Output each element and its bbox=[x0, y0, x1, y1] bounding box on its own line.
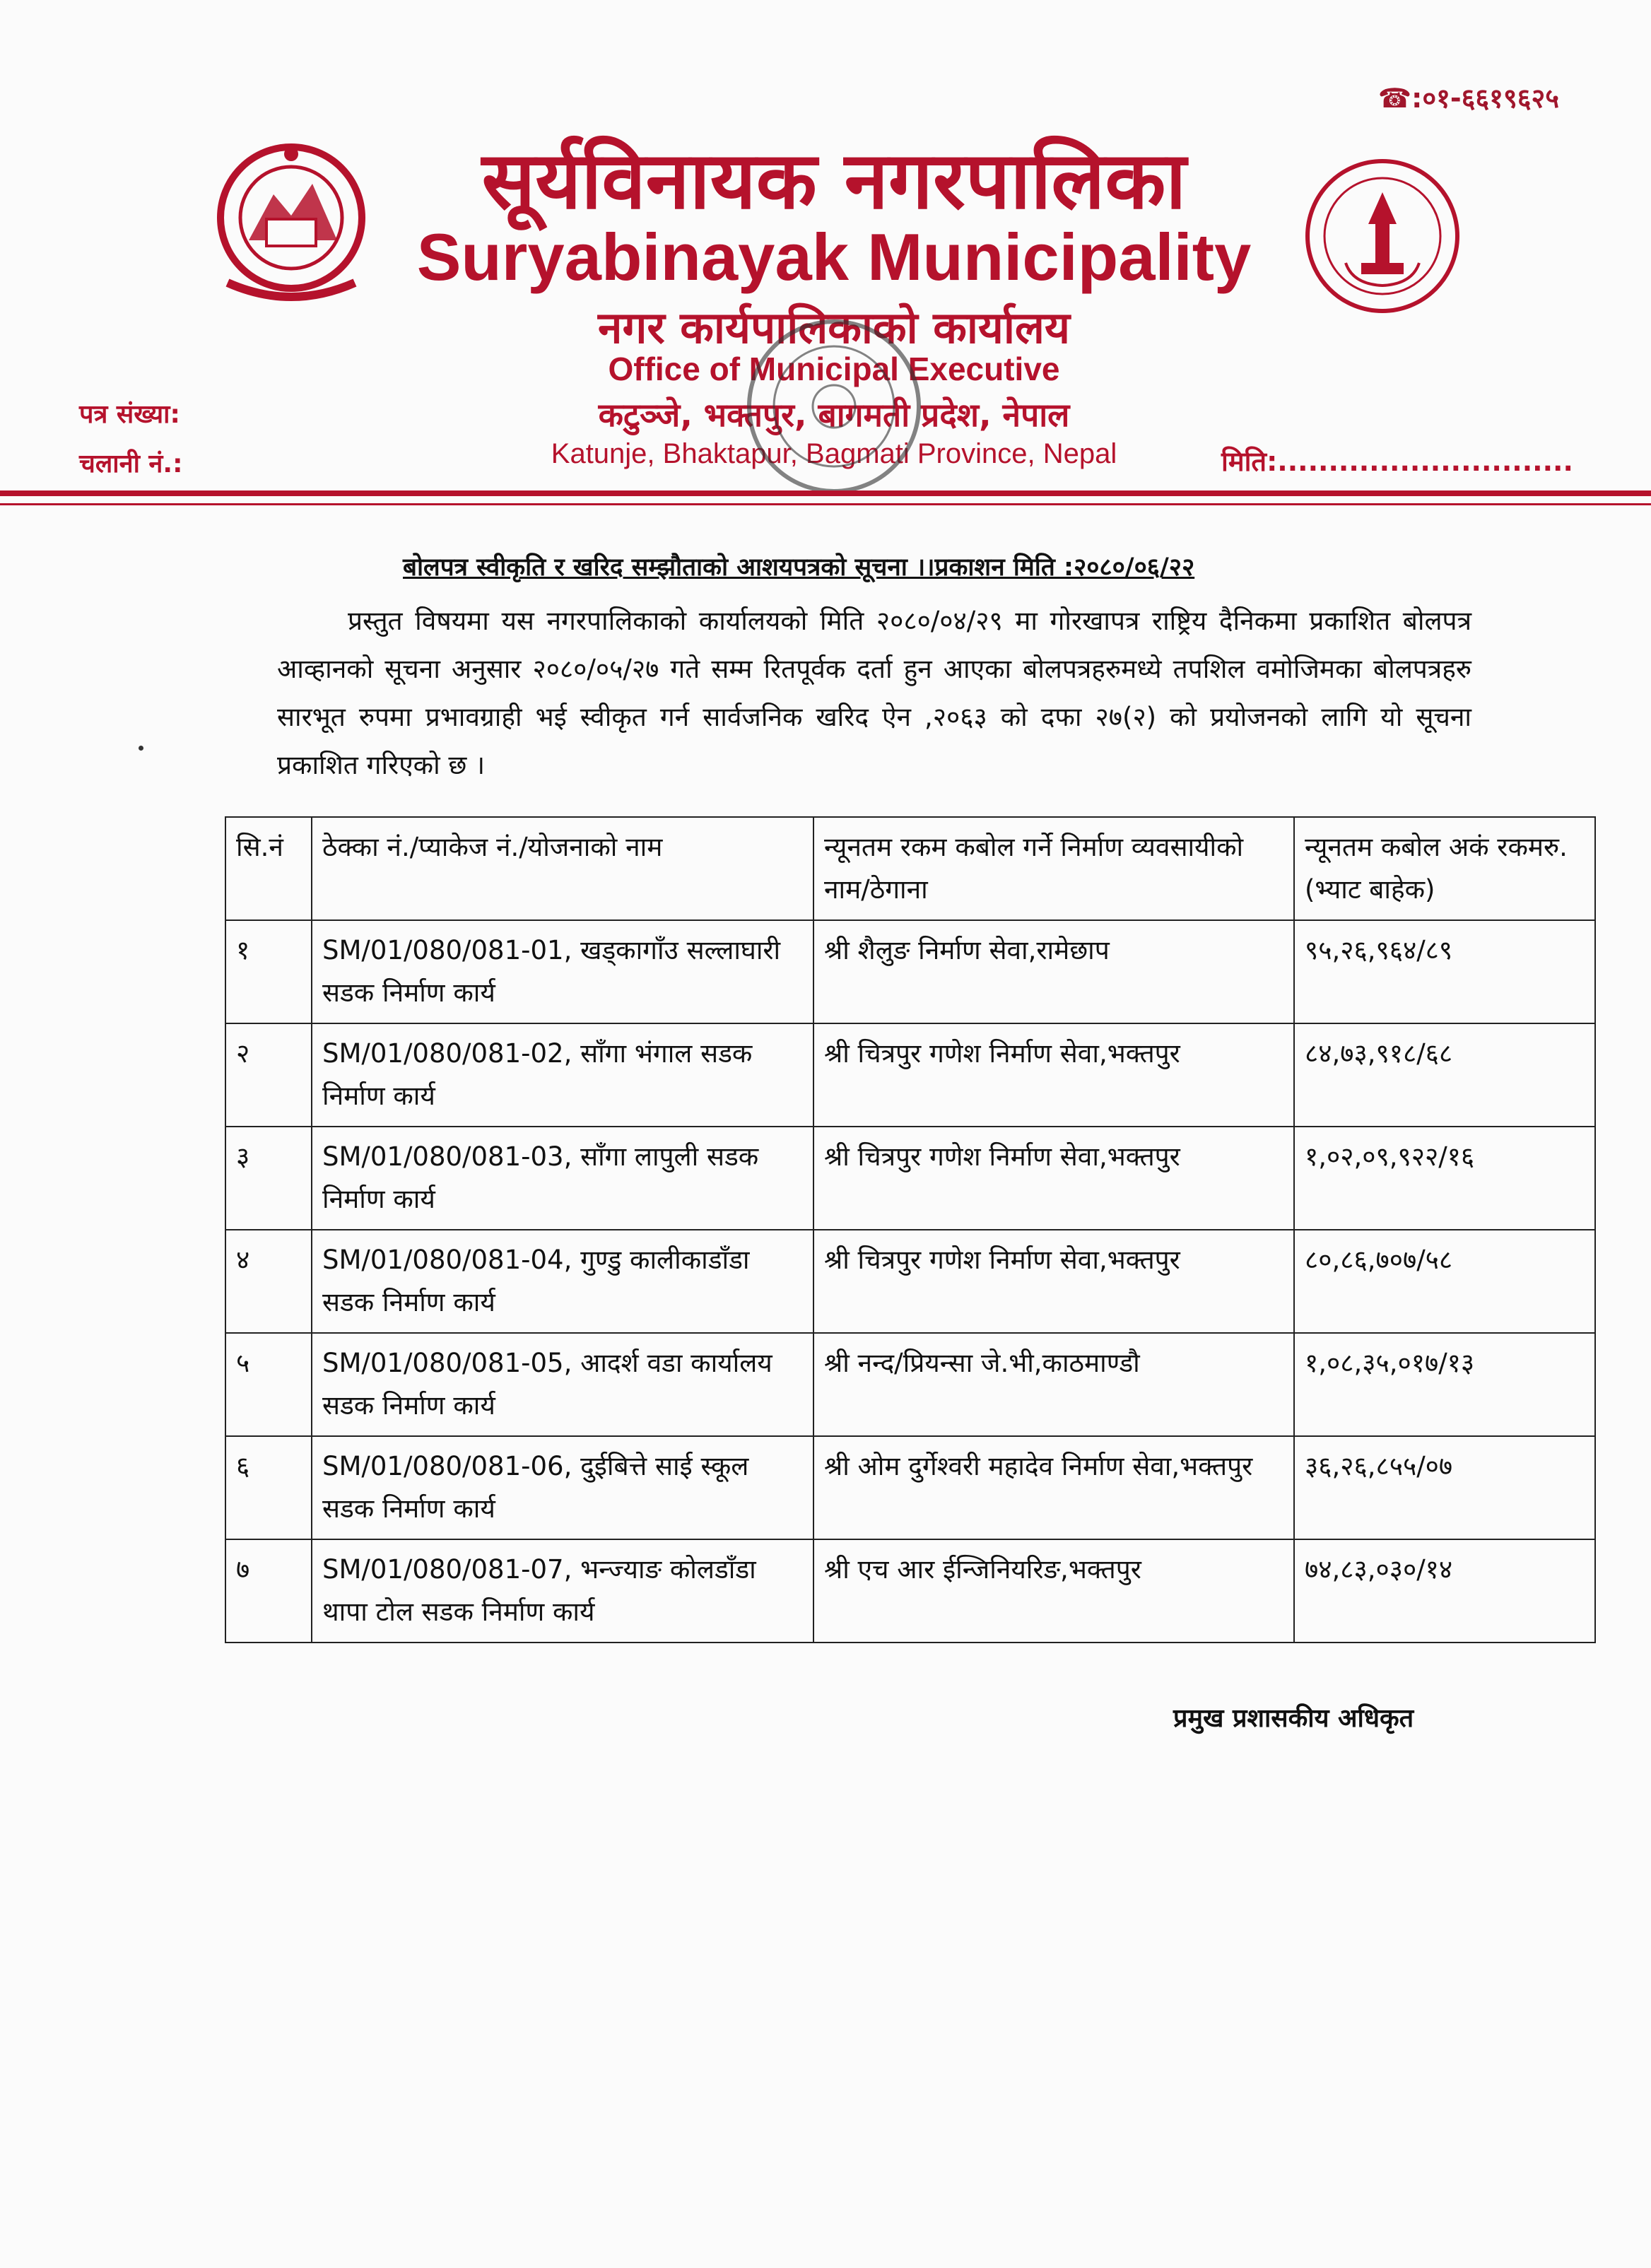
cell-contractor: श्री शैलुङ निर्माण सेवा,रामेछाप bbox=[813, 920, 1294, 1023]
municipality-logo-icon bbox=[1303, 157, 1462, 315]
cell-project: SM/01/080/081-04, गुण्डु कालीकाडाँडा सडक निर्माण कार्य bbox=[312, 1230, 813, 1333]
cell-contractor: श्री एच आर ईन्जिनियरिङ,भक्तपुर bbox=[813, 1539, 1294, 1643]
signatory-title: प्रमुख प्रशासकीय अधिकृत bbox=[1173, 1704, 1414, 1733]
cell-sn: ५ bbox=[225, 1333, 312, 1436]
cell-project: SM/01/080/081-02, साँगा भंगाल सडक निर्माण कार्य bbox=[312, 1023, 813, 1127]
cell-amount: ९५,२६,९६४/८९ bbox=[1294, 920, 1595, 1023]
cell-sn: ७ bbox=[225, 1539, 312, 1643]
cell-sn: १ bbox=[225, 920, 312, 1023]
cell-project: SM/01/080/081-01, खड्कागाँउ सल्लाघारी सडक निर्माण कार्य bbox=[312, 920, 813, 1023]
date-label: मिति:............................. bbox=[1221, 446, 1573, 477]
cell-sn: ४ bbox=[225, 1230, 312, 1333]
cell-amount: ३६,२६,८५५/०७ bbox=[1294, 1436, 1595, 1539]
table-row bbox=[225, 1023, 1595, 1127]
ink-dot bbox=[139, 746, 143, 751]
dispatch-number-label: चलानी नं.: bbox=[79, 450, 183, 478]
column-header-contractor: न्यूनतम रकम कबोल गर्ने निर्माण व्यवसायीको नाम/ठेगाना bbox=[813, 817, 1294, 920]
table-row bbox=[225, 1127, 1595, 1230]
office-name-nepali: नगर कार्यपालिकाको कार्यालय bbox=[598, 302, 1070, 353]
office-stamp-icon bbox=[735, 304, 933, 509]
cell-contractor: श्री चित्रपुर गणेश निर्माण सेवा,भक्तपुर bbox=[813, 1023, 1294, 1127]
column-header-sn: सि.नं bbox=[225, 817, 312, 920]
letter-number-label: पत्र संख्या: bbox=[79, 400, 180, 429]
address-nepali: कटुञ्जे, भक्तपुर, बागमती प्रदेश, नेपाल bbox=[598, 396, 1070, 434]
cell-contractor: श्री नन्द/प्रियन्सा जे.भी,काठमाण्डौ bbox=[813, 1333, 1294, 1436]
notice-paragraph: प्रस्तुत विषयमा यस नगरपालिकाको कार्यालयको मिति २०८०/०४/२९ मा गोरखापत्र राष्ट्रिय दैनिकमा प्रकाशित बोलपत्र आव्हानको सूचना अनुसार २०८०/०५/२७ गते सम्म रितपूर्वक दर्ता हुन आएका बोलपत्रहरुमध्ये तपशिल वमोजिमका बोलपत्रहरु सारभूत रुपमा प्रभावग्राही भई स्वीकृत गर्न सार्वजनिक खरिद ऐन ,२०६३ को दफा २७(२) को प्रयोजनको लागि यो सूचना प्रकाशित गरिएको छ । bbox=[277, 606, 1471, 780]
cell-contractor: श्री चित्रपुर गणेश निर्माण सेवा,भक्तपुर bbox=[813, 1230, 1294, 1333]
bid-table bbox=[225, 816, 1596, 1643]
cell-sn: २ bbox=[225, 1023, 312, 1127]
cell-project: SM/01/080/081-07, भन्ज्याङ कोलडाँडा थापा टोल सडक निर्माण कार्य bbox=[312, 1539, 813, 1643]
cell-amount: ८४,७३,९१८/६८ bbox=[1294, 1023, 1595, 1127]
notice-heading: बोलपत्र स्वीकृति र खरिद सम्झौताको आशयपत्रको सूचना ।।प्रकाशन मिति :२०८०/०६/२२ bbox=[403, 553, 1195, 582]
cell-sn: ३ bbox=[225, 1127, 312, 1230]
cell-sn: ६ bbox=[225, 1436, 312, 1539]
cell-contractor: श्री चित्रपुर गणेश निर्माण सेवा,भक्तपुर bbox=[813, 1127, 1294, 1230]
phone-number: ☎:०१-६६१९६२५ bbox=[1377, 83, 1559, 114]
column-header-project: ठेक्का नं./प्याकेज नं./योजनाको नाम bbox=[312, 817, 813, 920]
cell-amount: ८०,८६,७०७/५८ bbox=[1294, 1230, 1595, 1333]
table-row bbox=[225, 1436, 1595, 1539]
municipality-name-nepali: सूर्यविनायक नगरपालिका bbox=[481, 135, 1187, 227]
table-row bbox=[225, 1539, 1595, 1643]
header-divider bbox=[0, 490, 1651, 496]
cell-project: SM/01/080/081-05, आदर्श वडा कार्यालय सडक निर्माण कार्य bbox=[312, 1333, 813, 1436]
municipality-name-english: Suryabinayak Municipality bbox=[416, 220, 1252, 294]
cell-contractor: श्री ओम दुर्गेश्वरी महादेव निर्माण सेवा,भक्तपुर bbox=[813, 1436, 1294, 1539]
table-row bbox=[225, 920, 1595, 1023]
nepal-emblem-icon bbox=[199, 134, 383, 311]
cell-amount: १,०८,३५,०१७/१३ bbox=[1294, 1333, 1595, 1436]
table-row bbox=[225, 1333, 1595, 1436]
cell-project: SM/01/080/081-06, दुईबित्ते साई स्कूल सडक निर्माण कार्य bbox=[312, 1436, 813, 1539]
header-divider-thin bbox=[0, 503, 1651, 505]
cell-amount: ७४,८३,०३०/१४ bbox=[1294, 1539, 1595, 1643]
table-row bbox=[225, 1230, 1595, 1333]
address-english: Katunje, Bhaktapur, Bagmati Province, Nepal bbox=[551, 438, 1117, 469]
office-name-english: Office of Municipal Executive bbox=[608, 351, 1060, 387]
table-header-row bbox=[225, 817, 1595, 920]
cell-amount: १,०२,०९,९२२/१६ bbox=[1294, 1127, 1595, 1230]
cell-project: SM/01/080/081-03, साँगा लापुली सडक निर्माण कार्य bbox=[312, 1127, 813, 1230]
column-header-amount: न्यूनतम कबोल अकं रकमरु.(भ्याट बाहेक) bbox=[1294, 817, 1595, 920]
